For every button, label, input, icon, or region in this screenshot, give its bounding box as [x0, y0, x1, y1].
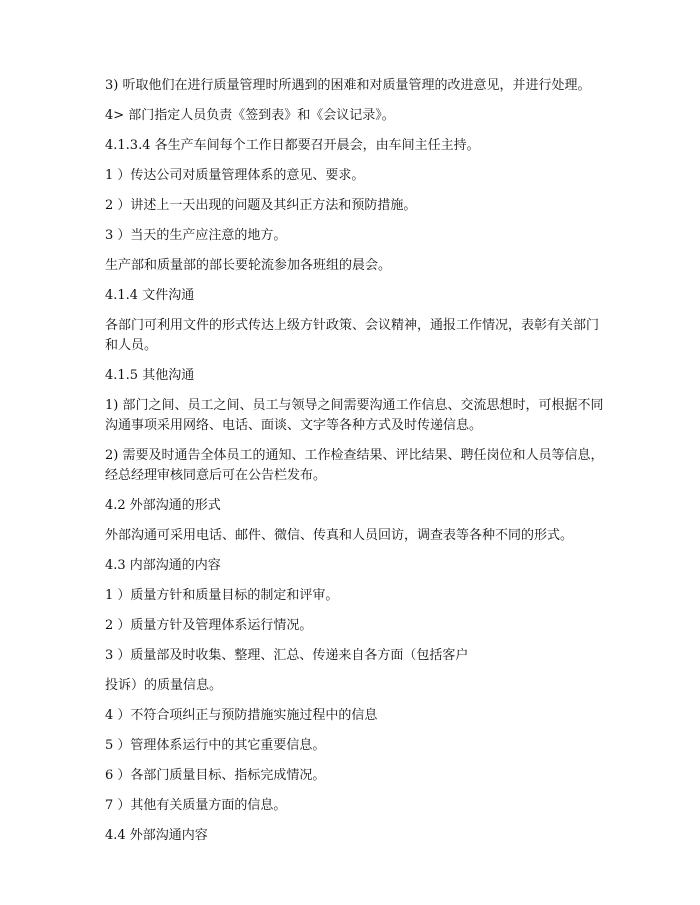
list-item-morning-3: 3 ）当天的生产应注意的地方。: [105, 228, 287, 243]
list-item-other-communication-2: 2) 需要及时通告全体员工的通知、工作检查结果、评比结果、聘任岗位和人员等信息，经总经理审核同意后可在公告栏发布。: [105, 448, 604, 483]
paragraph-item-3-feedback: 3) 听取他们在进行质量管理时所遇到的困难和对质量管理的改进意见，并进行处理。: [105, 78, 591, 93]
list-item-internal-content-3-continued: 投诉）的质量信息。: [105, 678, 223, 693]
list-item-internal-content-4: 4 ）不符合项纠正与预防措施实施过程中的信息: [105, 708, 378, 723]
paragraph-external-forms: 外部沟通可采用电话、邮件、微信、传真和人员回访，调查表等各种不同的形式。: [105, 528, 574, 543]
paragraph-document-communication: 各部门可利用文件的形式传达上级方针政策、会议精神，通报工作情况，表彰有关部门和人员。: [105, 318, 600, 353]
section-heading-4-4: 4.4 外部沟通内容: [105, 828, 208, 843]
list-item-internal-content-1: 1 ）质量方针和质量目标的制定和评审。: [105, 588, 339, 603]
list-item-internal-content-7: 7 ）其他有关质量方面的信息。: [105, 798, 287, 813]
list-item-internal-content-2: 2 ）质量方针及管理体系运行情况。: [105, 618, 313, 633]
section-heading-4-2: 4.2 外部沟通的形式: [105, 498, 221, 513]
list-item-morning-1: 1 ）传达公司对质量管理体系的意见、要求。: [105, 168, 365, 183]
section-heading-4-3: 4.3 内部沟通的内容: [105, 558, 221, 573]
section-heading-4-1-3-4: 4.1.3.4 各生产车间每个工作日都要召开晨会，由车间主任主持。: [105, 138, 480, 153]
section-heading-4-1-4: 4.1.4 文件沟通: [105, 288, 195, 303]
section-heading-4-1-5: 4.1.5 其他沟通: [105, 368, 195, 383]
document-page: [105, 76, 605, 856]
list-item-internal-content-3: 3 ）质量部及时收集、整理、汇总、传递来自各方面（包括客户: [105, 648, 469, 663]
list-item-internal-content-6: 6 ）各部门质量目标、指标完成情况。: [105, 768, 326, 783]
paragraph-item-4-records: 4> 部门指定人员负责《签到表》和《会议记录》。: [105, 108, 395, 123]
list-item-internal-content-5: 5 ）管理体系运行中的其它重要信息。: [105, 738, 326, 753]
list-item-morning-2: 2 ）讲述上一天出现的问题及其纠正方法和预防措施。: [105, 198, 417, 213]
list-item-other-communication-1: 1) 部门之间、员工之间、员工与领导之间需要沟通工作信息、交流思想时，可根据不同沟通事项采用网络、电话、面谈、文字等各种方式及时传递信息。: [105, 398, 604, 433]
paragraph-morning-meeting-rotation: 生产部和质量部的部长要轮流参加各班组的晨会。: [105, 258, 392, 273]
